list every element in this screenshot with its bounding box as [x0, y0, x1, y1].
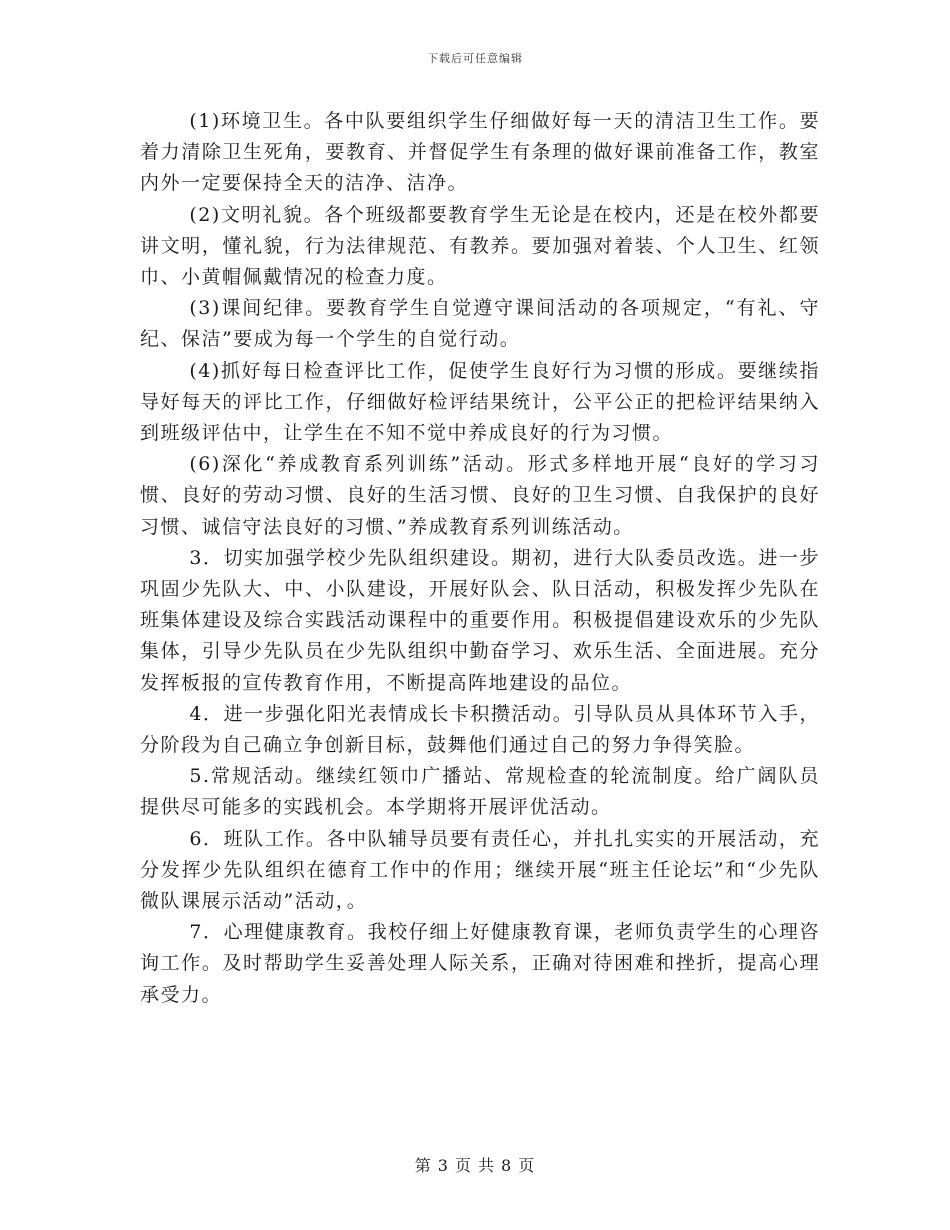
paragraph-routine-activities: 5.常规活动。继续红领巾广播站、常规检查的轮流制度。给广阔队员提供尽可能多的实践机会。本学期将开展评优活动。 [140, 765, 820, 819]
current-page-number: 3 [437, 1156, 449, 1175]
total-page-count: 8 [501, 1156, 513, 1175]
paragraph-class-team-work: 6．班队工作。各中队辅导员要有责任心，并扎扎实实的开展活动，充分发挥少先队组织在德育工作中的作用；继续开展“班主任论坛”和“少先队微队课展示活动”活动，。 [140, 827, 820, 913]
paragraph-sunshine-card: 4．进一步强化阳光表情成长卡积攒活动。引导队员从具体环节入手，分阶段为自己确立争创新目标，鼓舞他们通过自己的努力争得笑脸。 [140, 702, 820, 757]
footer-suffix: 页 [518, 1156, 536, 1175]
paragraph-environment-hygiene: (1)环境卫生。各中队要组织学生仔细做好每一天的清洁卫生工作。要着力清除卫生死角，要教育、并督促学生有条理的做好课前准备工作，教室内外一定要保持全天的洁净、洁净。 [140, 110, 820, 195]
page-number-footer [0, 1153, 950, 1176]
paragraph-pioneer-organization: 3．切实加强学校少先队组织建设。期初，进行大队委员改选。进一步巩固少先队大、中、小队建设，开展好队会、队日活动，积极发挥少先队在班集体建设及综合实践活动课程中的重要作用。积极提倡建设欢乐的少先队集体，引导少先队员在少先队组织中勤奋学习、欢乐生活、全面进展。充分发挥板报的宣传教育作用，不断提高阵地建设的品位。 [140, 546, 820, 694]
paragraph-mental-health: 7．心理健康教育。我校仔细上好健康教育课，老师负责学生的心理咨询工作。及时帮助学生妥善处理人际关系，正确对待困难和挫折，提高心理承受力。 [140, 921, 820, 1006]
footer-prefix: 第 [414, 1156, 432, 1175]
document-body [140, 106, 820, 1011]
paragraph-daily-inspection: (4)抓好每日检查评比工作，促使学生良好行为习惯的形成。要继续指导好每天的评比工作，仔细做好检评结果统计，公平公正的把检评结果纳入到班级评估中，让学生在不知不觉中养成良好的行为习惯。 [140, 359, 820, 445]
page-header: 下载后可任意编辑 [427, 52, 523, 65]
paragraph-civility: (2)文明礼貌。各个班级都要教育学生无论是在校内，还是在校外都要讲文明，懂礼貌，行为法律规范、有教养。要加强对着装、个人卫生、红领巾、小黄帽佩戴情况的检查力度。 [140, 203, 820, 289]
paragraph-habit-training: (6)深化“养成教育系列训练”活动。形式多样地开展“良好的学习习惯、良好的劳动习惯、良好的生活习惯、良好的卫生习惯、自我保护的良好习惯、诚信守法良好的习惯、”养成教育系列训练活动。 [140, 453, 820, 538]
paragraph-recess-discipline: (3)课间纪律。要教育学生自觉遵守课间活动的各项规定，“有礼、守纪、保洁”要成为每一个学生的自觉行动。 [140, 297, 820, 351]
footer-middle: 页 共 [454, 1156, 496, 1175]
